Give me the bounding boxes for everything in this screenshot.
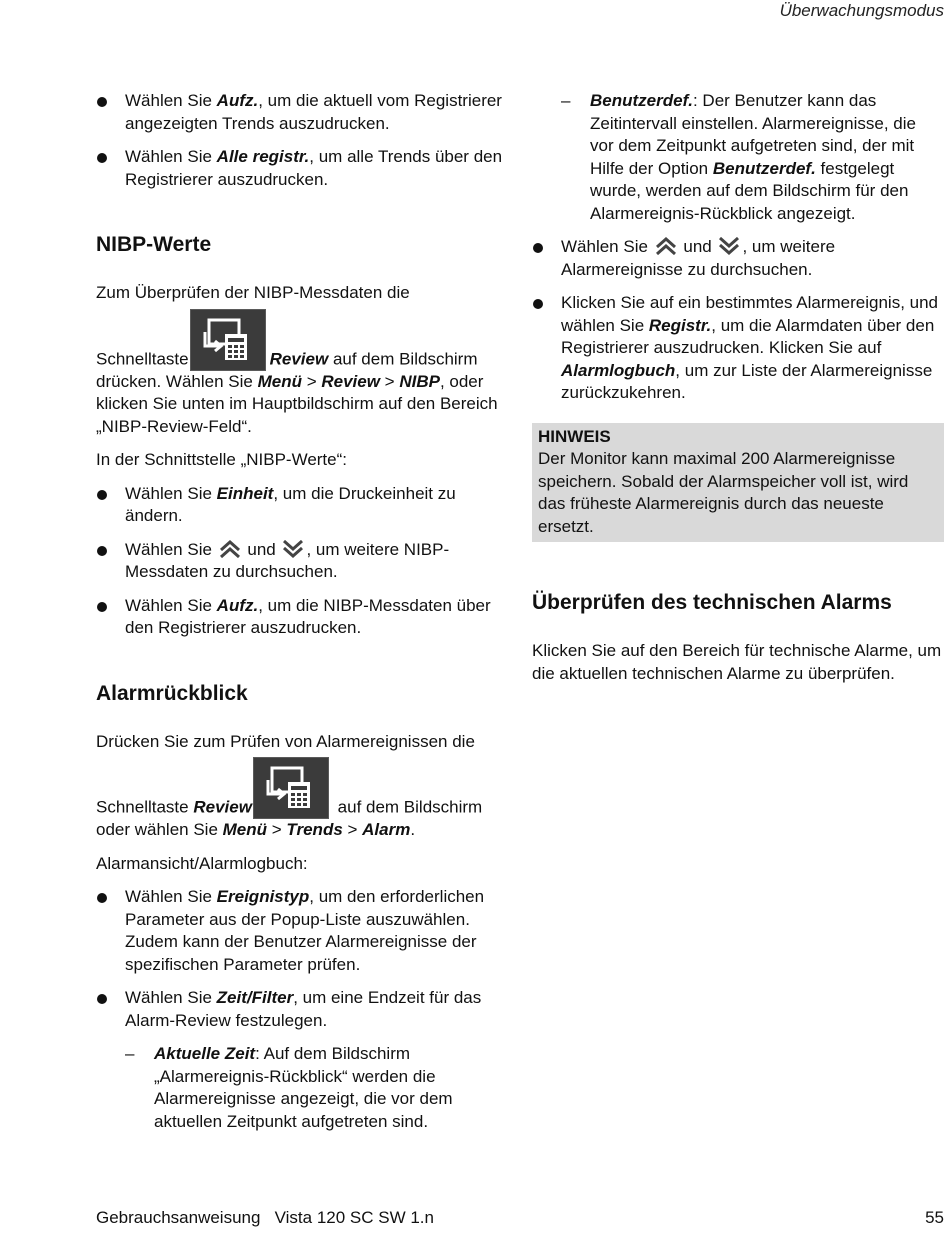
- text: Wählen Sie: [125, 539, 217, 559]
- text: , um die Alarmdaten über den Registrierer auszudrucken. Klicken Sie auf: [561, 315, 935, 357]
- keyword: Aktuelle Zeit: [154, 1044, 256, 1063]
- technical-alarm-text: Klicken Sie auf den Bereich für technische Alarme, um die aktuellen technischen Alarme zu überprüfen.: [532, 641, 942, 683]
- text: , um alle Trends über den Registrierer auszudrucken.: [125, 147, 503, 189]
- list-item: [532, 292, 944, 405]
- dash-marker: –: [125, 1044, 135, 1063]
- review-quick-key-icon: [253, 757, 329, 819]
- text: , um eine Endzeit für das Alarm-Review festzulegen.: [125, 988, 482, 1030]
- nibp-interface-text: In der Schnittstelle „NIBP-Werte“:: [96, 450, 347, 469]
- text: Drücken Sie zum Prüfen von Alarmereignissen die: [96, 731, 475, 751]
- keyword: Trends: [286, 820, 343, 839]
- top-bullet-list: [96, 90, 508, 191]
- note-text: Der Monitor kann maximal 200 Alarmereignisse speichern. Sobald der Alarmspeicher voll ist, wird das früheste Alarmereignis durch das neueste ersetzt.: [538, 449, 909, 536]
- section-title-nibp: NIBP-Werte: [96, 233, 212, 256]
- keyword: Ereignistyp: [216, 887, 310, 906]
- text: auf dem Bildschirm oder wählen Sie: [96, 797, 483, 839]
- text: festgelegt wurde, werden auf dem Bildschirm für den Alarmereignis-Rückblick angezeigt.: [590, 158, 909, 223]
- keyword: Benutzerdef.: [712, 158, 816, 178]
- text: >: [342, 820, 363, 839]
- keyword: Benutzerdef.: [590, 91, 693, 110]
- dash-item-custom: [532, 90, 944, 225]
- note-title: HINWEIS: [538, 426, 611, 446]
- keyword: Zeit/Filter: [216, 988, 294, 1007]
- list-item: [532, 236, 944, 281]
- text: Wählen Sie: [125, 147, 217, 166]
- text: Wählen Sie: [125, 887, 217, 906]
- list-item: [96, 595, 508, 640]
- note-box: [532, 423, 944, 543]
- text: , um die Druckeinheit zu ändern.: [125, 483, 456, 525]
- double-chevron-down-icon: [718, 237, 740, 255]
- keyword: Aufz.: [216, 595, 259, 615]
- keyword: Alarmlogbuch: [561, 360, 676, 380]
- page-number: 55: [925, 1208, 944, 1227]
- text: und: [678, 237, 717, 256]
- list-item: [96, 483, 508, 528]
- double-chevron-up-icon: [655, 237, 677, 255]
- double-chevron-up-icon: [219, 540, 241, 558]
- text: Wählen Sie: [125, 988, 217, 1007]
- text: .: [410, 820, 416, 839]
- text: , um zur Liste der Alarmereignisse zurückzukehren.: [561, 360, 933, 402]
- keyword: Registr.: [648, 315, 712, 335]
- text: , um weitere NIBP-Messdaten zu durchsuchen.: [125, 539, 450, 581]
- text: >: [267, 820, 287, 839]
- text: : Auf dem Bildschirm „Alarmereignis-Rückblick“ werden die Alarmereignisse angezeigt, die vor dem aktuellen Zeitpunkt aufgetreten sind.: [154, 1044, 453, 1131]
- list-item: [96, 539, 508, 584]
- alarm-bullet-list: [96, 886, 508, 1032]
- list-item: [96, 146, 508, 191]
- text: Wählen Sie: [125, 91, 217, 110]
- keyword: Review: [321, 371, 380, 391]
- text: Wählen Sie: [561, 237, 653, 256]
- alarm-intro: [96, 731, 508, 842]
- text: Schnelltaste: [96, 797, 194, 817]
- section-title-alarm-review: Alarmrückblick: [96, 681, 248, 705]
- dash-item-current-time: [96, 1043, 508, 1133]
- review-quick-key-icon: [190, 309, 266, 371]
- page-header-section: Überwachungsmodus: [779, 1, 944, 20]
- left-column: [96, 90, 508, 1144]
- keyword: Menü: [222, 820, 268, 839]
- list-item: [96, 987, 508, 1032]
- text: Schnelltaste: [96, 349, 189, 368]
- keyword: Review: [193, 797, 252, 817]
- nibp-intro: [96, 282, 508, 438]
- text: Klicken Sie auf ein bestimmtes Alarmereignis, und wählen Sie: [561, 293, 939, 335]
- text: >: [379, 371, 400, 391]
- text: Zum Überprüfen der NIBP-Messdaten die: [96, 283, 410, 302]
- text: , um die aktuell vom Registrierer angezeigten Trends auszudrucken.: [125, 91, 502, 133]
- keyword: Review: [269, 349, 329, 368]
- text: Wählen Sie: [125, 483, 217, 503]
- keyword: Einheit: [216, 483, 274, 503]
- alarm-view-text: Alarmansicht/Alarmlogbuch:: [96, 853, 308, 873]
- keyword: NIBP: [399, 371, 440, 391]
- text: , um die NIBP-Messdaten über den Registrierer auszudrucken.: [125, 595, 491, 637]
- text: Wählen Sie: [125, 595, 217, 615]
- text: , um den erforderlichen Parameter aus der Popup-Liste auszuwählen. Zudem kann der Benutzer Alarmereignisse der spezifischen Parameter prüfen.: [125, 887, 485, 974]
- keyword: Menü: [257, 371, 302, 391]
- section-title-technical-alarm: Überprüfen des technischen Alarms: [532, 591, 892, 614]
- list-item: [96, 90, 508, 135]
- keyword: Alarm: [362, 820, 411, 839]
- text: : Der Benutzer kann das Zeitintervall einstellen. Alarmereignisse, die vor dem Zeitpunkt aufgetreten sind, der mit Hilfe der Option: [590, 91, 916, 178]
- text: und: [242, 539, 281, 559]
- double-chevron-down-icon: [282, 540, 304, 558]
- keyword: Alle registr.: [216, 147, 310, 166]
- nibp-bullet-list: [96, 483, 508, 640]
- right-bullet-list: [532, 236, 944, 405]
- footer-document-name: Gebrauchsanweisung Vista 120 SC SW 1.n: [96, 1208, 434, 1227]
- keyword: Aufz.: [216, 91, 259, 110]
- text: , um weitere Alarmereignisse zu durchsuchen.: [561, 237, 836, 279]
- text: , oder klicken Sie unten im Hauptbildschirm auf den Bereich „NIBP-Review-Feld“.: [96, 371, 498, 436]
- text: auf dem Bildschirm drücken. Wählen Sie: [96, 349, 478, 391]
- list-item: [96, 886, 508, 976]
- text: >: [301, 371, 322, 391]
- dash-marker: –: [561, 91, 571, 110]
- right-column: [532, 90, 944, 696]
